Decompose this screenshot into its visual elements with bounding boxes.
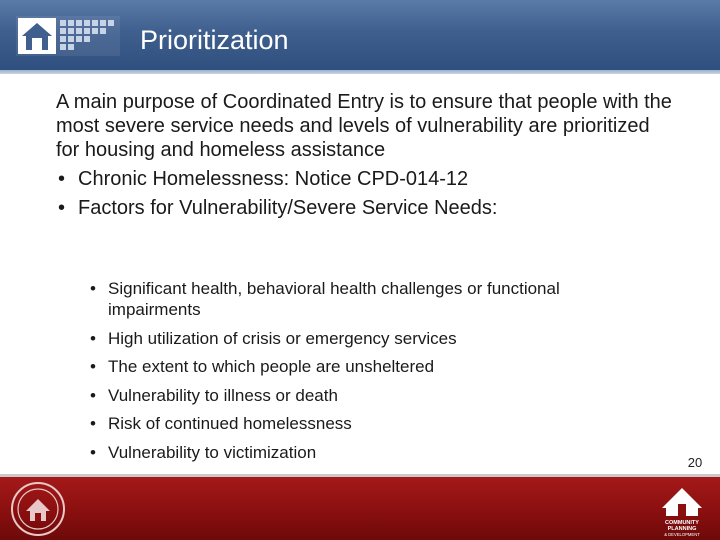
intro-paragraph: A main purpose of Coordinated Entry is to ensure that people with the most severe service needs and levels of vulnerability are prioritized for housing and homeless assistance (56, 91, 672, 161)
slide-body (56, 90, 676, 220)
sub-bullet-item: • Vulnerability to illness or death (90, 385, 650, 406)
sub-bullet-item: • Vulnerability to victimization (90, 442, 650, 463)
house-grid-logo-icon (16, 16, 120, 56)
sub-bullet-item: • High utilization of crisis or emergency services (90, 328, 650, 349)
slide-title: Prioritization (140, 25, 289, 55)
slide-footer (0, 477, 720, 540)
sub-bullet-item: • Significant health, behavioral health challenges or functional impairments (90, 278, 650, 320)
cpd-logo-line: & DEVELOPMENT (664, 532, 700, 537)
cpd-logo-line: PLANNING (667, 526, 697, 532)
header-rule (0, 70, 720, 74)
page-number: 20 (687, 455, 703, 470)
bullet-item: • Factors for Vulnerability/Severe Service Needs: (56, 196, 676, 220)
cpd-logo-icon (658, 482, 706, 538)
sub-bullet-item: • Risk of continued homelessness (90, 413, 650, 434)
main-bullet-list (56, 167, 676, 220)
cpd-logo-line: COMMUNITY (665, 520, 699, 526)
bullet-item: • Chronic Homelessness: Notice CPD-014-12 (56, 167, 676, 191)
sub-bullet-list (90, 278, 650, 470)
sub-bullet-item: • The extent to which people are unsheltered (90, 356, 650, 377)
hud-seal-icon (6, 481, 70, 537)
